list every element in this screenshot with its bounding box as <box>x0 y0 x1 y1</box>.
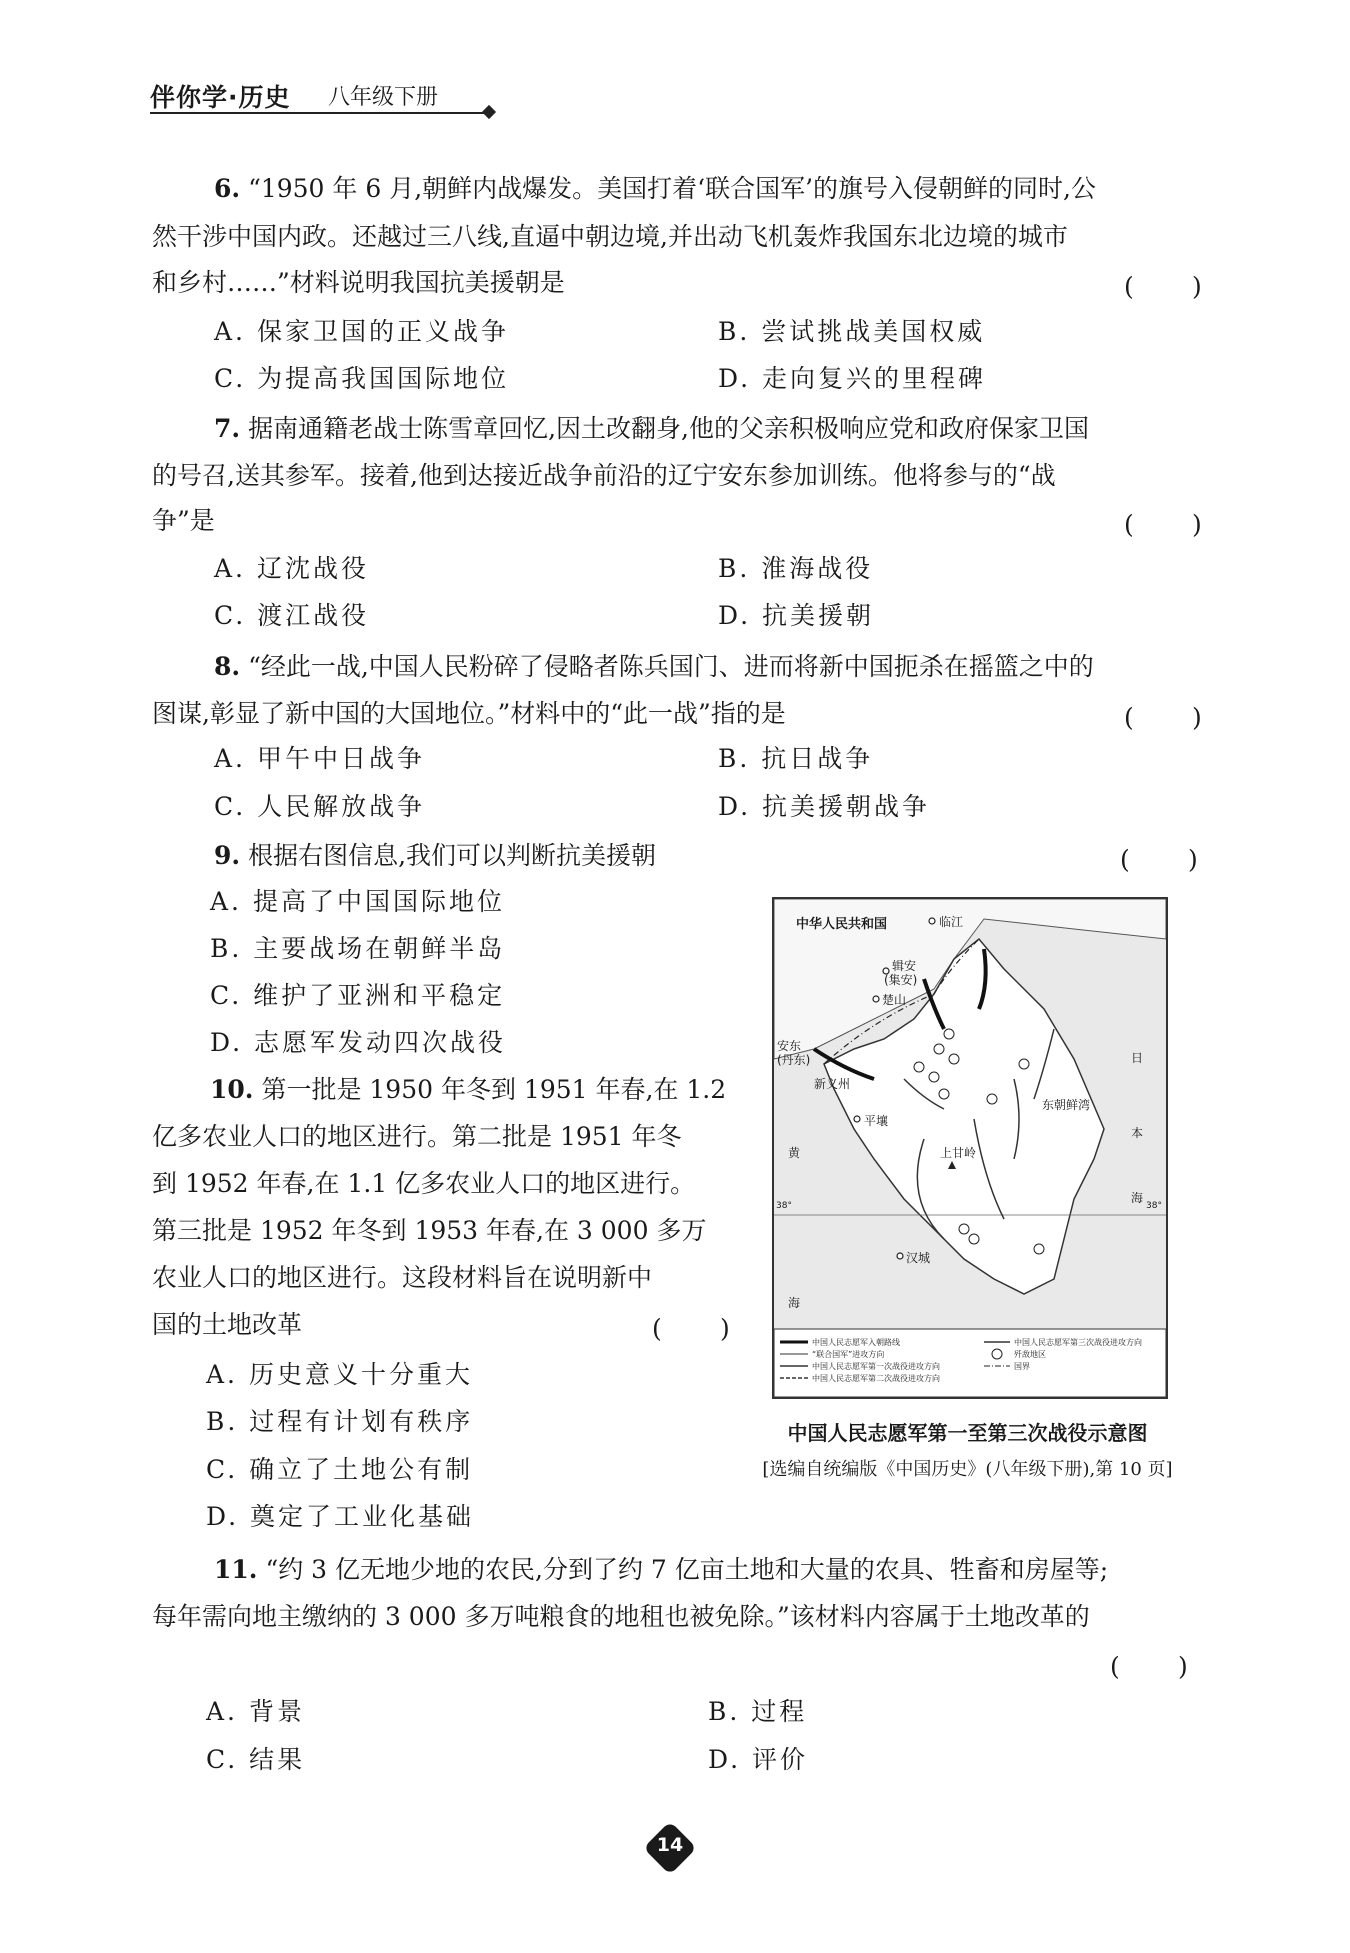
map-label-japan-sea-1: 日 <box>1131 1051 1144 1065</box>
q9-option-c[interactable]: C. 维护了亚洲和平稳定 <box>210 981 506 1010</box>
q7-paren-open: ( <box>1124 510 1134 539</box>
q10-text1: 第一批是 1950 年冬到 1951 年春,在 1.2 <box>261 1075 727 1104</box>
map-label-andong: 安东 <box>777 1039 802 1053</box>
q9-option-d[interactable]: D. 志愿军发动四次战役 <box>210 1028 507 1057</box>
q7-number: 7. <box>214 414 241 443</box>
legend-un-army: “联合国军”进攻方向 <box>812 1350 885 1359</box>
q6-number: 6. <box>214 174 241 203</box>
q11-option-b[interactable]: B. 过程 <box>708 1697 808 1726</box>
legend-third-campaign: 中国人民志愿军第三次战役进攻方向 <box>1014 1338 1142 1347</box>
q11-option-a[interactable]: A. 背景 <box>206 1697 305 1726</box>
map-label-jian: 辑安 <box>892 959 917 973</box>
q11-answer-blank[interactable] <box>1110 1652 1190 1682</box>
figure-caption: 中国人民志愿军第一至第三次战役示意图 <box>787 1421 1148 1445</box>
page-header <box>150 78 500 118</box>
q6-line1 <box>214 174 1096 204</box>
q11-option-d[interactable]: D. 评价 <box>708 1745 809 1774</box>
q9-paren-close: ) <box>1188 845 1198 874</box>
header-rule <box>150 112 490 114</box>
q10-option-d[interactable]: D. 奠定了工业化基础 <box>206 1502 475 1531</box>
legend-entry-route: 中国人民志愿军入朝路线 <box>812 1338 900 1347</box>
q10-line1 <box>210 1075 726 1105</box>
map-label-pyongyang: 平壤 <box>864 1114 889 1128</box>
q6-line3: 和乡村……”材料说明我国抗美援朝是 <box>152 268 565 297</box>
q8-paren-open: ( <box>1124 703 1134 732</box>
q10-line3: 到 1952 年春,在 1.1 亿多农业人口的地区进行。 <box>152 1169 696 1198</box>
map-label-linjiang: 临江 <box>939 915 964 929</box>
q8-line1 <box>214 652 1094 682</box>
q7-paren-close: ) <box>1192 510 1202 539</box>
map-label-andong-old: (丹东) <box>777 1053 811 1067</box>
book-brand: 伴你学·历史 <box>150 83 291 112</box>
map-label-yellow-sea-1: 黄 <box>788 1146 801 1160</box>
q9-option-a[interactable]: A. 提高了中国国际地位 <box>210 887 505 916</box>
q8-option-c[interactable]: C. 人民解放战争 <box>214 792 426 821</box>
map-label-shanganling: 上甘岭 <box>940 1146 977 1160</box>
q10-paren-open: ( <box>652 1314 662 1343</box>
q10-option-b[interactable]: B. 过程有计划有秩序 <box>206 1407 474 1436</box>
q8-number: 8. <box>214 652 241 681</box>
map-label-seoul: 汉城 <box>906 1251 931 1265</box>
q6-option-a[interactable]: A. 保家卫国的正义战争 <box>214 317 509 346</box>
q8-option-d[interactable]: D. 抗美援朝战争 <box>718 792 931 821</box>
map-label-38-right: 38° <box>1146 1201 1162 1211</box>
map-label-chushan: 楚山 <box>882 993 907 1007</box>
legend-first-campaign: 中国人民志愿军第一次战役进攻方向 <box>812 1362 940 1371</box>
q9-option-b[interactable]: B. 主要战场在朝鲜半岛 <box>210 934 506 963</box>
q8-line2: 图谋,彰显了新中国的大国地位。”材料中的“此一战”指的是 <box>152 699 786 728</box>
q11-line2: 每年需向地主缴纳的 3 000 多万吨粮食的地租也被免除。”该材料内容属于土地改革的 <box>152 1602 1090 1631</box>
q9-answer-blank[interactable] <box>1120 845 1200 875</box>
q9-number: 9. <box>214 841 241 870</box>
q6-paren-close: ) <box>1192 272 1202 301</box>
legend-border: 国界 <box>1014 1362 1030 1371</box>
map-label-east-bay: 东朝鲜湾 <box>1042 1098 1091 1112</box>
q10-option-a[interactable]: A. 历史意义十分重大 <box>206 1360 473 1389</box>
page-number-badge <box>647 1825 693 1871</box>
page-number: 14 <box>656 1834 684 1856</box>
q11-paren-open: ( <box>1110 1652 1120 1681</box>
map-label-jian-old: (集安) <box>884 973 918 987</box>
q7-option-b[interactable]: B. 淮海战役 <box>718 554 874 583</box>
q10-paren-close: ) <box>720 1314 730 1343</box>
q7-option-a[interactable]: A. 辽沈战役 <box>214 554 369 583</box>
q9-text1: 根据右图信息,我们可以判断抗美援朝 <box>248 841 657 870</box>
q10-option-c[interactable]: C. 确立了土地公有制 <box>206 1455 474 1484</box>
q7-text1: 据南通籍老战士陈雪章回忆,因土改翻身,他的父亲积极响应党和政府保家卫国 <box>248 414 1089 443</box>
q11-number: 11. <box>214 1555 258 1584</box>
map-label-38-left: 38° <box>776 1201 792 1211</box>
q10-line5: 农业人口的地区进行。这段材料旨在说明新中 <box>152 1263 653 1292</box>
figure-source: [选编自统编版《中国历史》(八年级下册),第 10 页] <box>762 1459 1173 1480</box>
q10-line6: 国的土地改革 <box>152 1310 303 1339</box>
q10-answer-blank[interactable] <box>652 1314 732 1344</box>
q7-line2: 的号召,送其参军。接着,他到达接近战争前沿的辽宁安东参加训练。他将参与的“战 <box>152 461 1056 490</box>
q8-option-b[interactable]: B. 抗日战争 <box>718 744 874 773</box>
q8-paren-close: ) <box>1192 703 1202 732</box>
q6-option-d[interactable]: D. 走向复兴的里程碑 <box>718 364 987 393</box>
q7-answer-blank[interactable] <box>1124 510 1204 540</box>
q6-text1: “1950 年 6 月,朝鲜内战爆发。美国打着‘联合国军’的旗号入侵朝鲜的同时,公 <box>248 174 1097 203</box>
map-label-china: 中华人民共和国 <box>796 917 888 932</box>
map-label-japan-sea-2: 本 <box>1131 1126 1144 1140</box>
map-label-xinyiju: 新义州 <box>814 1077 851 1091</box>
q9-paren-open: ( <box>1120 845 1130 874</box>
q7-option-c[interactable]: C. 渡江战役 <box>214 601 370 630</box>
q6-line2: 然干涉中国内政。还越过三八线,直逼中朝边境,并出动飞机轰炸我国东北边境的城市 <box>152 222 1068 251</box>
q7-option-d[interactable]: D. 抗美援朝 <box>718 601 875 630</box>
q10-line2: 亿多农业人口的地区进行。第二批是 1951 年冬 <box>152 1122 682 1151</box>
header-diamond-icon <box>482 105 496 119</box>
q6-option-b[interactable]: B. 尝试挑战美国权威 <box>718 317 986 346</box>
q8-text1: “经此一战,中国人民粉碎了侵略者陈兵国门、进而将新中国扼杀在摇篮之中的 <box>248 652 1094 681</box>
legend-annihilation: 歼敌地区 <box>1014 1350 1046 1359</box>
map-label-yellow-sea-2: 海 <box>788 1296 801 1310</box>
q6-option-c[interactable]: C. 为提高我国国际地位 <box>214 364 510 393</box>
q11-line1 <box>214 1555 1108 1585</box>
q11-text1: “约 3 亿无地少地的农民,分到了约 7 亿亩土地和大量的农具、牲畜和房屋等; <box>265 1555 1109 1584</box>
q6-paren-open: ( <box>1124 272 1134 301</box>
q8-option-a[interactable]: A. 甲午中日战争 <box>214 744 425 773</box>
q9-line1 <box>214 841 656 871</box>
q10-line4: 第三批是 1952 年冬到 1953 年春,在 3 000 多万 <box>152 1216 707 1245</box>
legend-second-campaign: 中国人民志愿军第二次战役进攻方向 <box>812 1374 940 1383</box>
q6-answer-blank[interactable] <box>1124 272 1204 302</box>
q7-line3: 争”是 <box>152 506 215 535</box>
q10-number: 10. <box>210 1075 254 1104</box>
campaign-map <box>772 897 1168 1399</box>
book-grade: 八年级下册 <box>328 85 439 110</box>
q11-paren-close: ) <box>1178 1652 1188 1681</box>
map-label-japan-sea-3: 海 <box>1131 1191 1144 1205</box>
q7-line1 <box>214 414 1089 444</box>
q11-option-c[interactable]: C. 结果 <box>206 1745 306 1774</box>
q8-answer-blank[interactable] <box>1124 703 1204 733</box>
